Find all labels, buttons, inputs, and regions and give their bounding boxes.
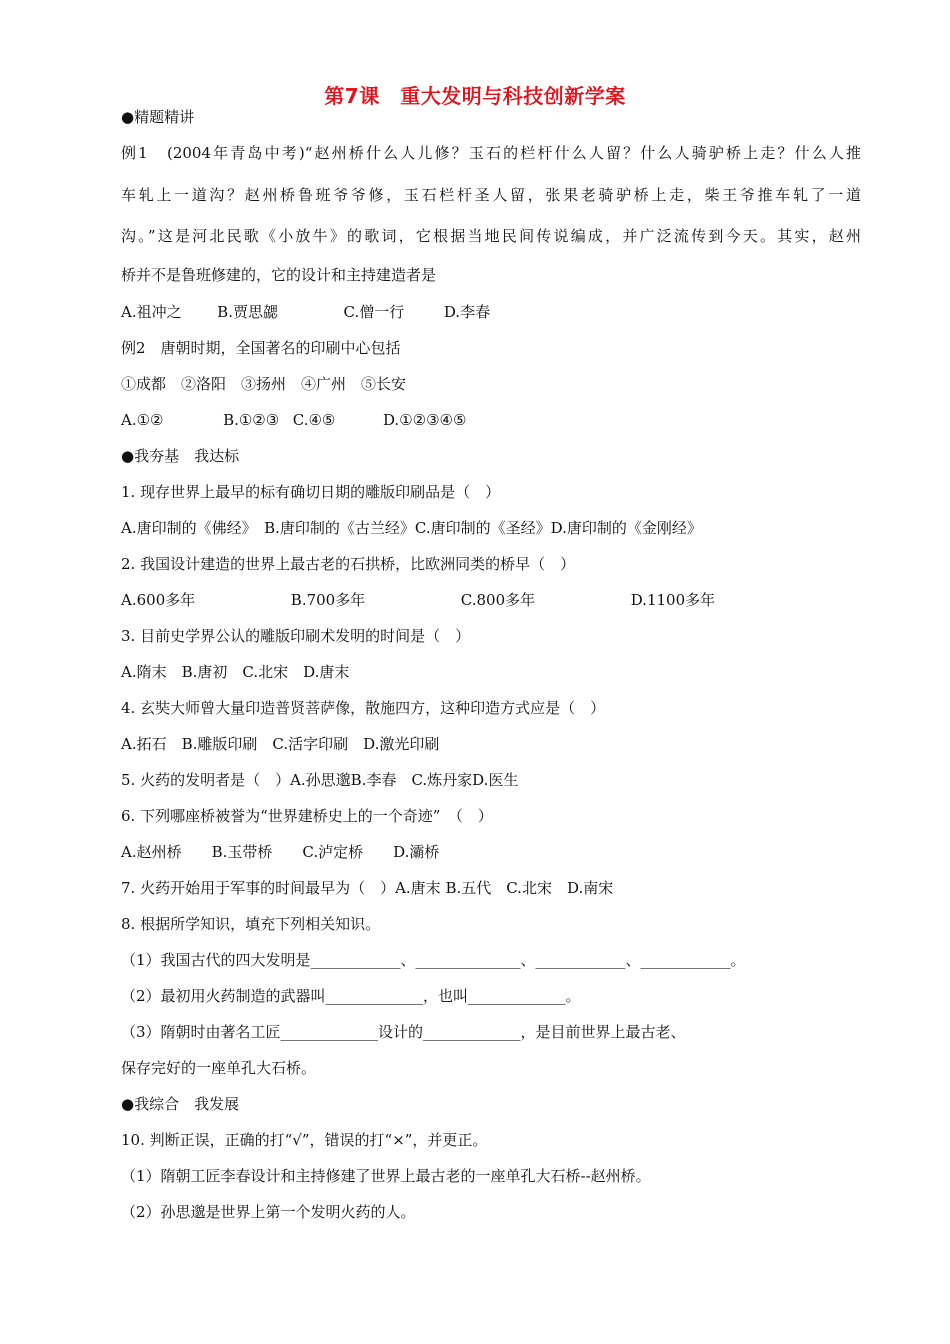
question-3-options: A.隋末 B.唐初 C.北宋 D.唐末 (121, 663, 350, 681)
option-d: D.1100多年 (630, 591, 716, 609)
example1-line1: 例1 (2004年青岛中考)“赵州桥什么人儿修？玉石的栏杆什么人留？什么人骑驴桥上走？什么人推 (121, 144, 861, 162)
example2-options (121, 410, 466, 430)
option-a: A.600多年 (121, 591, 196, 609)
question-10: 10. 判断正误，正确的打“√”，错误的打“×”，并更正。 (121, 1131, 488, 1149)
question-1-options: A.唐印制的《佛经》 B.唐印制的《古兰经》C.唐印制的《圣经》D.唐印制的《金刚经》 (121, 519, 702, 537)
example1-line2: 车轧上一道沟？赵州桥鲁班爷爷修，玉石栏杆圣人留，张果老骑驴桥上走，柴王爷推车轧了一道 (121, 186, 861, 204)
question-8-part3-cont: 保存完好的一座单孔大石桥。 (121, 1059, 317, 1077)
option-d: D.①②③④⑤ (382, 411, 467, 429)
question-8-part2: （2）最初用火药制造的武器叫_____________，也叫_____________。 (121, 987, 581, 1005)
example2-question: 例2 唐朝时期，全国著名的印刷中心包括 (121, 339, 401, 357)
question-4-options: A.拓石 B.雕版印刷 C.活字印刷 D.激光印刷 (121, 735, 440, 753)
option-c: C.④⑤ (292, 411, 336, 429)
example1-line4: 桥并不是鲁班修建的，它的设计和主持建造者是 (121, 266, 437, 284)
question-8-part1: （1）我国古代的四大发明是____________、______________、____________、____________。 (121, 951, 746, 969)
section-heading-hangji: ●我夯基 我达标 (121, 447, 240, 465)
option-b: B.700多年 (290, 591, 366, 609)
option-d: D.李春 (443, 303, 491, 321)
option-b: B.①②③ (223, 411, 280, 429)
example1-line3: 沟。”这是河北民歌《小放牛》的歌词，它根据当地民间传说编成，并广泛流传到今天。其实，赵州 (121, 227, 861, 245)
question-10-part2: （2）孙思邈是世界上第一个发明火药的人。 (121, 1203, 416, 1221)
question-2: 2. 我国设计建造的世界上最古老的石拱桥，比欧洲同类的桥早（ ） (121, 555, 576, 573)
example2-items: ①成都 ②洛阳 ③扬州 ④广州 ⑤长安 (121, 375, 407, 393)
section-heading-zonghe: ●我综合 我发展 (121, 1095, 240, 1113)
question-5: 5. 火药的发明者是（ ）A.孙思邈B.李春 C.炼丹家D.医生 (121, 771, 519, 789)
option-a: A.①② (121, 411, 164, 429)
question-1: 1. 现存世界上最早的标有确切日期的雕版印刷品是（ ） (121, 483, 501, 501)
question-4: 4. 玄奘大师曾大量印造普贤菩萨像，散施四方，这种印造方式应是（ ） (121, 699, 606, 717)
option-c: C.800多年 (460, 591, 536, 609)
question-3: 3. 目前史学界公认的雕版印刷术发明的时间是（ ） (121, 627, 471, 645)
question-7: 7. 火药开始用于军事的时间最早为（ ）A.唐末 B.五代 C.北宋 D.南宋 (121, 879, 614, 897)
question-6-options: A.赵州桥 B.玉带桥 C.泸定桥 D.灞桥 (121, 843, 440, 861)
question-8: 8. 根据所学知识，填充下列相关知识。 (121, 915, 381, 933)
page-title: 第7课 重大发明与科技创新学案 (324, 84, 626, 108)
question-2-options (121, 590, 715, 610)
question-8-part3: （3）隋朝时由著名工匠_____________设计的_____________，是目前世界上最古老、 (121, 1023, 686, 1041)
option-b: B.贾思勰 (217, 303, 278, 321)
question-6: 6. 下列哪座桥被誉为“世界建桥史上的一个奇迹” （ ） (121, 807, 493, 825)
question-10-part1: （1）隋朝工匠李春设计和主持修建了世界上最古老的一座单孔大石桥--赵州桥。 (121, 1167, 651, 1185)
option-c: C.僧一行 (343, 303, 405, 321)
option-a: A.祖冲之 (121, 303, 182, 321)
section-heading-jingti: ●精题精讲 (121, 108, 195, 126)
example1-options (121, 302, 490, 322)
